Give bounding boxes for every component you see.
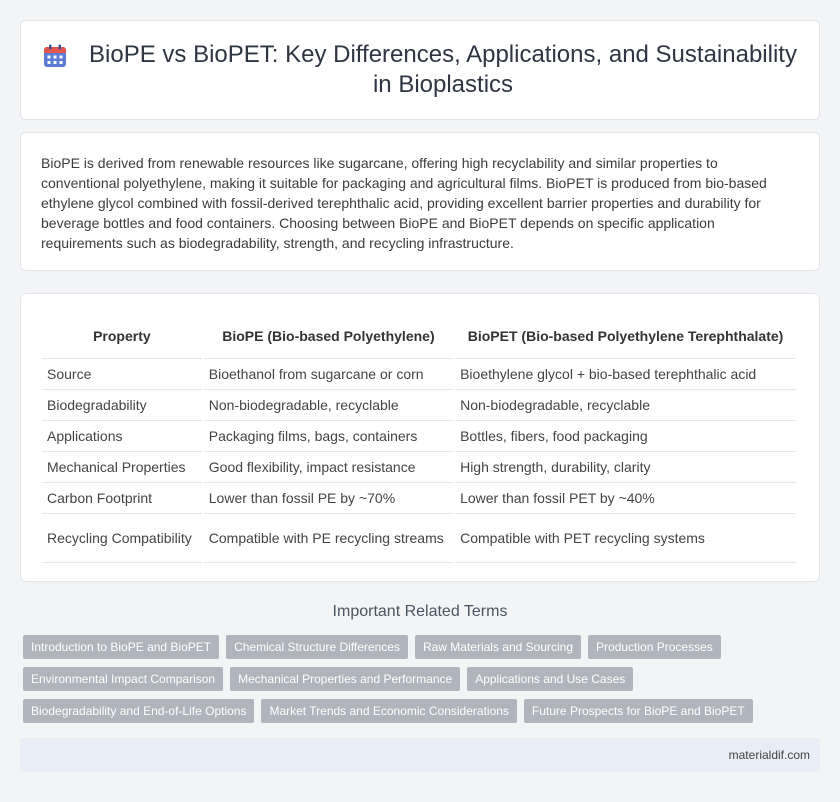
row-property: Source [42, 359, 202, 390]
related-terms-tags [23, 635, 813, 723]
table-row [42, 514, 796, 563]
row-biopet: Lower than fossil PET by ~40% [455, 483, 796, 514]
tag-introduction[interactable]: Introduction to BioPE and BioPET [23, 635, 219, 659]
header-inner [40, 40, 800, 100]
row-biopet: Compatible with PET recycling systems [455, 514, 796, 563]
table-row [42, 359, 796, 390]
calendar-icon [42, 43, 68, 69]
row-biopet: Bioethylene glycol + bio-based terephthalic acid [455, 359, 796, 390]
footer [20, 738, 820, 772]
tag-market-trends[interactable]: Market Trends and Economic Considerations [261, 699, 516, 723]
tag-chemical-structure[interactable]: Chemical Structure Differences [226, 635, 408, 659]
header-property: Property [42, 314, 202, 359]
header-card [20, 20, 820, 120]
tag-applications[interactable]: Applications and Use Cases [467, 667, 633, 691]
row-biopet: High strength, durability, clarity [455, 452, 796, 483]
table-header-row [42, 314, 796, 359]
row-property: Applications [42, 421, 202, 452]
page-title: BioPE vs BioPET: Key Differences, Applications, and Sustainability in Bioplastics [89, 41, 797, 98]
row-property: Biodegradability [42, 390, 202, 421]
row-biope: Compatible with PE recycling streams [204, 514, 453, 563]
row-biope: Good flexibility, impact resistance [204, 452, 453, 483]
row-biope: Packaging films, bags, containers [204, 421, 453, 452]
row-biopet: Non-biodegradable, recyclable [455, 390, 796, 421]
row-biope: Bioethanol from sugarcane or corn [204, 359, 453, 390]
header-biopet: BioPET (Bio-based Polyethylene Terephthalate) [455, 314, 796, 359]
table-row [42, 483, 796, 514]
tag-future-prospects[interactable]: Future Prospects for BioPE and BioPET [524, 699, 753, 723]
comparison-table [40, 314, 798, 563]
row-property: Mechanical Properties [42, 452, 202, 483]
row-biope: Lower than fossil PE by ~70% [204, 483, 453, 514]
table-row [42, 390, 796, 421]
intro-card [20, 132, 820, 271]
intro-paragraph: BioPE is derived from renewable resources like sugarcane, offering high recyclability and similar properties to conventional polyethylene, making it suitable for packaging and agricultural films. BioPET is produced from bio-based ethylene glycol combined with fossil-derived terephthalic acid, providing excellent barrier properties and durability for beverage bottles and food containers. Choosing between BioPE and BioPET depends on specific application requirements such as biodegradability, strength, and recycling infrastructure. [41, 155, 767, 251]
related-terms-title: Important Related Terms [332, 603, 508, 620]
header-biope: BioPE (Bio-based Polyethylene) [204, 314, 453, 359]
tag-raw-materials[interactable]: Raw Materials and Sourcing [415, 635, 581, 659]
row-biope: Non-biodegradable, recyclable [204, 390, 453, 421]
row-property: Recycling Compatibility [42, 514, 202, 563]
row-biopet: Bottles, fibers, food packaging [455, 421, 796, 452]
tag-mechanical-properties[interactable]: Mechanical Properties and Performance [230, 667, 460, 691]
row-property: Carbon Footprint [42, 483, 202, 514]
tag-environmental-impact[interactable]: Environmental Impact Comparison [23, 667, 223, 691]
comparison-table-card [20, 293, 820, 582]
table-row [42, 452, 796, 483]
tag-biodegradability[interactable]: Biodegradability and End-of-Life Options [23, 699, 254, 723]
footer-site-link[interactable]: materialdif.com [728, 748, 810, 762]
tag-production-processes[interactable]: Production Processes [588, 635, 721, 659]
table-row [42, 421, 796, 452]
